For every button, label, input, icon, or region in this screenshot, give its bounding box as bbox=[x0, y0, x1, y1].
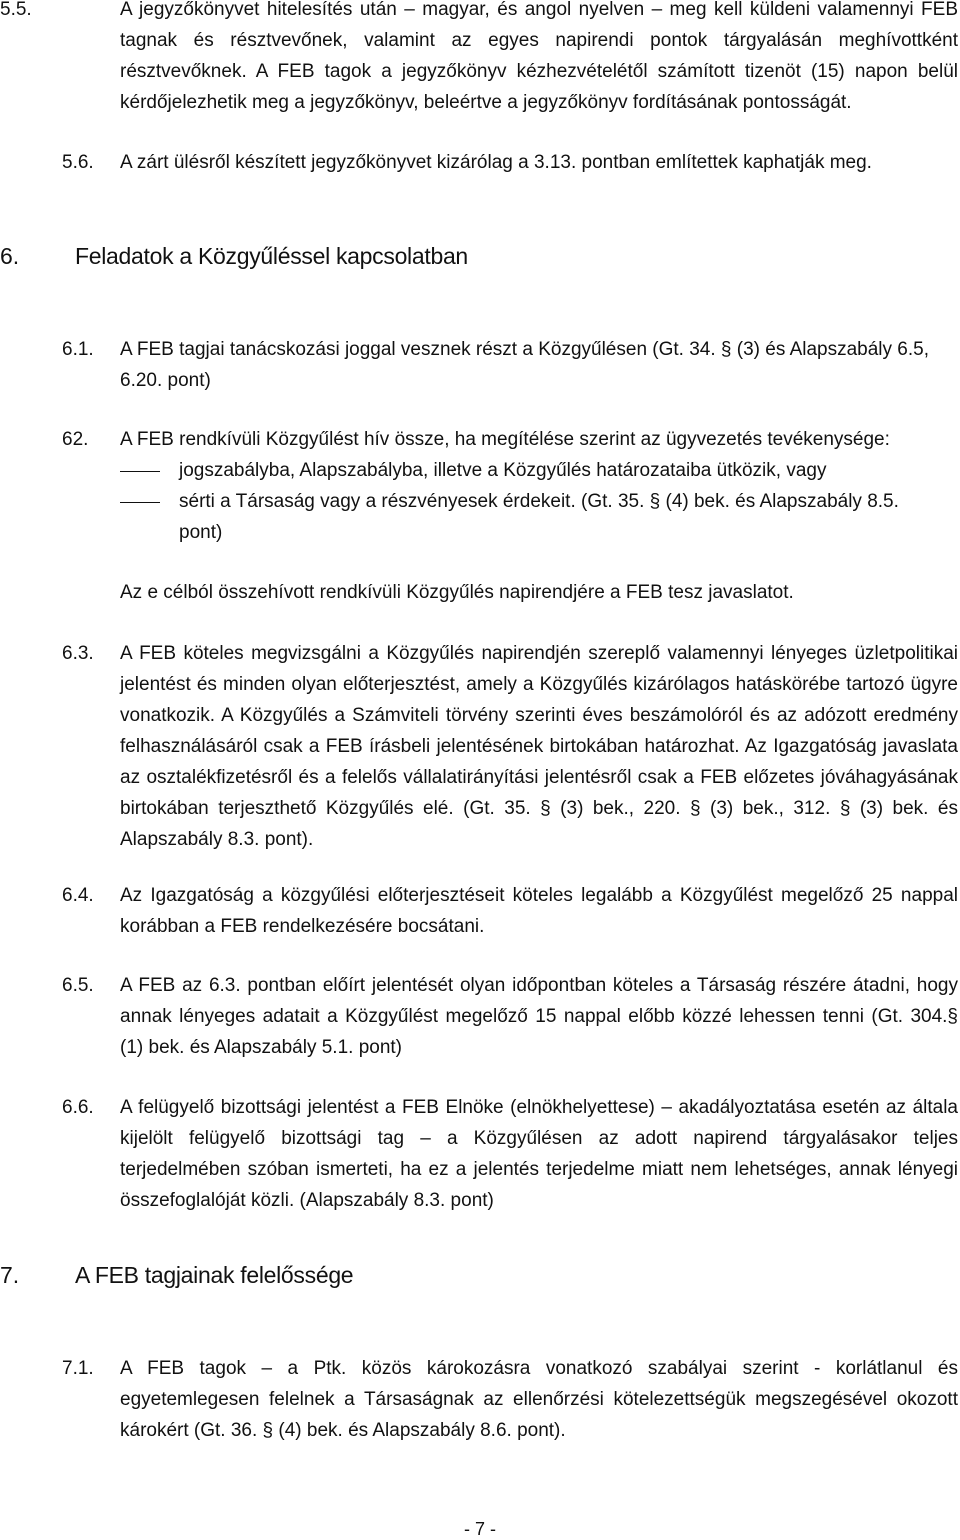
paragraph-number: 5.5. bbox=[0, 0, 32, 20]
heading-number: 6. bbox=[0, 243, 20, 269]
dash-marker bbox=[120, 502, 160, 503]
paragraph-text: A FEB rendkívüli Közgyűlést hív össze, ha megítélése szerint az ügyvezetés tevékenysége: bbox=[120, 429, 890, 450]
paragraph-6-2 bbox=[62, 424, 958, 455]
paragraph-text: A FEB az 6.3. pontban előírt jelentését olyan időpontban köteles a Társaság részére átadni, hogy annak lényeges adatait a Közgyűlést megelőző 15 nappal előbb közzé lehessen tenni (Gt. 304.§ (1) bek. és Alapszabály 5.1. pont) bbox=[120, 975, 958, 1058]
paragraph-number: 6.4. bbox=[62, 885, 94, 906]
paragraph-text: A jegyzőkönyvet hitelesítés után – magyar, és angol nyelven – meg kell küldeni valamennyi FEB tagnak és résztvevőnek, valamint az egyes napirendi pontok tárgyalásán meghívottként résztvevőknek. A FEB tagok a jegyzőkönyv kézhezvételétől számított tizenöt (15) napon belül kérdőjelezhetik meg a jegyzőkönyv, beleértve a jegyzőkönyv fordításának pontosságát. bbox=[120, 0, 958, 113]
heading-title: A FEB tagjainak felelőssége bbox=[75, 1262, 354, 1288]
paragraph-text: A FEB köteles megvizsgálni a Közgyűlés napirendjén szereplő valamennyi lényeges üzletpolitikai jelentést és minden olyan előterjesztést, amely a Közgyűlés kizárólagos hatáskörébe tartozó ügyre vonatkozik. A Közgyűlés a Számviteli törvény szerinti éves beszámolóról és az adózott eredmény felhasználásáról csak a FEB írásbeli jelentésének birtokában határozhat. Az Igazgatóság javaslata az osztalékfizetésről és a felelős vállalatirányítási jelentésről csak a FEB előzetes jóváhagyásának birtokában terjeszthető Közgyűlés elé. (Gt. 35. § (3) bek., 220. § (3) bek., 312. § (3) bek. és Alapszabály 8.3. pont). bbox=[120, 643, 958, 850]
paragraph-number: 62. bbox=[62, 429, 89, 450]
heading-number: 7. bbox=[0, 1262, 20, 1288]
list-item bbox=[120, 455, 958, 486]
paragraph-5-6 bbox=[62, 147, 958, 178]
paragraph-5-5 bbox=[0, 0, 958, 118]
paragraph-6-5 bbox=[62, 970, 958, 1063]
paragraph-6-6 bbox=[62, 1092, 958, 1216]
heading-title: Feladatok a Közgyűléssel kapcsolatban bbox=[75, 243, 468, 269]
paragraph-text: A felügyelő bizottsági jelentést a FEB Elnöke (elnökhelyettese) – akadályoztatása esetén az általa kijelölt felügyelő bizottsági tag – a Közgyűlésen az adott napirend tárgyalásakor teljes terjedelmében szóban ismerteti, ha ez a jelentés terjedelme miatt nem lehetséges, annak lényegi összefoglalóját közli. (Alapszabály 8.3. pont) bbox=[120, 1097, 958, 1211]
paragraph-text: A zárt ülésről készített jegyzőkönyvet kizárólag a 3.13. pontban említettek kaphatják meg. bbox=[120, 152, 872, 173]
page-number: - 7 - bbox=[463, 1519, 496, 1539]
list-item-text: jogszabályba, Alapszabályba, illetve a Közgyűlés határozataiba ütközik, vagy bbox=[179, 460, 827, 481]
list-item-text: sérti a Társaság vagy a részvényesek érdekeit. (Gt. 35. § (4) bek. és Alapszabály 8.5. pont) bbox=[179, 491, 899, 543]
dash-marker bbox=[120, 471, 160, 472]
paragraph-6-4 bbox=[62, 880, 958, 942]
paragraph-6-2-after bbox=[62, 577, 958, 608]
paragraph-text: Az Igazgatóság a közgyűlési előterjesztéseit köteles legalább a Közgyűlést megelőző 25 nappal korábban a FEB rendelkezésére bocsátani. bbox=[120, 885, 958, 937]
paragraph-number: 6.6. bbox=[62, 1097, 94, 1118]
paragraph-text: Az e célból összehívott rendkívüli Közgyűlés napirendjére a FEB tesz javaslatot. bbox=[120, 582, 794, 603]
paragraph-7-1 bbox=[62, 1353, 958, 1446]
paragraph-6-3 bbox=[62, 638, 958, 855]
paragraph-number: 7.1. bbox=[62, 1358, 94, 1379]
paragraph-number: 6.1. bbox=[62, 339, 94, 360]
paragraph-text: A FEB tagjai tanácskozási joggal vesznek részt a Közgyűlésen (Gt. 34. § (3) és Alapszabály 6.5, 6.20. pont) bbox=[120, 339, 929, 391]
bullet-list bbox=[120, 455, 958, 548]
paragraph-text: A FEB tagok – a Ptk. közös károkozásra vonatkozó szabályai szerint - korlátlanul és egyetemlegesen felelnek a Társaságnak az ellenőrzési kötelezettségük megszegésével okozott károkért (Gt. 36. § (4) bek. és Alapszabály 8.6. pont). bbox=[120, 1358, 958, 1441]
list-item bbox=[120, 486, 958, 548]
paragraph-number: 6.3. bbox=[62, 643, 94, 664]
paragraph-6-1 bbox=[62, 334, 958, 396]
paragraph-number: 5.6. bbox=[62, 152, 94, 173]
paragraph-number: 6.5. bbox=[62, 975, 94, 996]
